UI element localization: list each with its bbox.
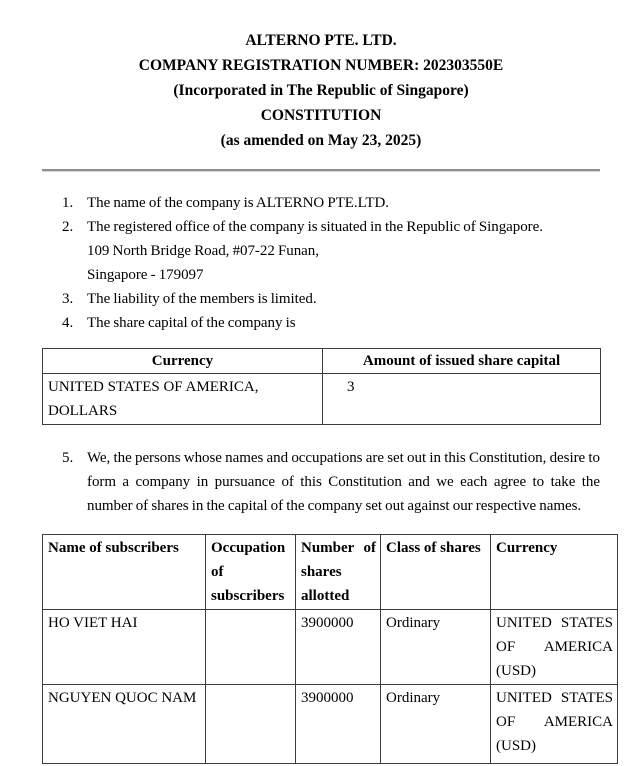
share-class-cell: Ordinary (381, 610, 491, 685)
incorporation-line: (Incorporated in The Republic of Singapore) (173, 82, 469, 99)
amount-cell: 3 (323, 374, 601, 425)
company-name-title: ALTERNO PTE. LTD. (245, 32, 397, 49)
registration-number-line: COMPANY REGISTRATION NUMBER: 202303550E (138, 57, 504, 74)
clause-number: 1. (62, 195, 74, 211)
address-line-2: Singapore - 179097 (87, 267, 204, 283)
clause-text: The liability of the members is limited. (87, 291, 317, 307)
currency-cell: UNITED STATES OF AMERICA (USD) (491, 610, 618, 685)
share-capital-table (42, 348, 601, 425)
occupation-cell (206, 685, 296, 764)
clause-number: 4. (62, 315, 74, 331)
clause-1 (62, 191, 600, 215)
share-class-cell: Ordinary (381, 685, 491, 764)
registered-office-text: The registered office of the company is situated in the Republic of Singapore. (87, 219, 543, 235)
clause-text (87, 215, 600, 287)
shares-cell: 3900000 (296, 610, 381, 685)
shares-cell: 3900000 (296, 685, 381, 764)
currency-cell: UNITED STATES OF AMERICA, DOLLARS (43, 374, 323, 425)
address-line-1: 109 North Bridge Road, #07-22 Funan, (87, 243, 319, 259)
table-header-row (43, 535, 618, 610)
subscribers-table (42, 534, 618, 764)
section-divider (42, 169, 600, 171)
clause-list-continued (42, 446, 600, 518)
clause-2 (62, 215, 600, 287)
table-row (43, 374, 601, 425)
occupation-cell (206, 610, 296, 685)
currency-cell: UNITED STATES OF AMERICA (USD) (491, 685, 618, 764)
amount-column-header: Amount of issued share capital (323, 349, 601, 374)
clause-number: 3. (62, 291, 74, 307)
amendment-date-line: (as amended on May 23, 2025) (220, 132, 422, 149)
subscriber-name-cell: NGUYEN QUOC NAM (43, 685, 206, 764)
clause-text: The share capital of the company is (87, 315, 296, 331)
constitution-title: CONSTITUTION (260, 107, 382, 124)
shares-column-header: Number of shares allotted (296, 535, 381, 610)
subscriber-row (43, 685, 618, 764)
currency-column-header: Currency (491, 535, 618, 610)
occupation-column-header: Occupation of subscribers (206, 535, 296, 610)
currency-column-header: Currency (43, 349, 323, 374)
document-header (42, 28, 600, 153)
clause-text: The name of the company is ALTERNO PTE.LTD. (87, 195, 389, 211)
clause-3 (62, 287, 600, 311)
clause-4 (62, 311, 600, 335)
clause-list (42, 191, 600, 335)
table-header-row (43, 349, 601, 374)
class-column-header: Class of shares (381, 535, 491, 610)
clause-text: We, the persons whose names and occupations are set out in this Constitution, desire to form a company in pursuance of this Constitution and we each agree to take the number of shares in the capital of the company set out against our respective names. (87, 450, 600, 514)
name-column-header: Name of subscribers (43, 535, 206, 610)
clause-number: 5. (62, 450, 74, 466)
clause-number: 2. (62, 219, 74, 235)
subscriber-name-cell: HO VIET HAI (43, 610, 206, 685)
clause-5 (62, 446, 600, 518)
subscriber-row (43, 610, 618, 685)
